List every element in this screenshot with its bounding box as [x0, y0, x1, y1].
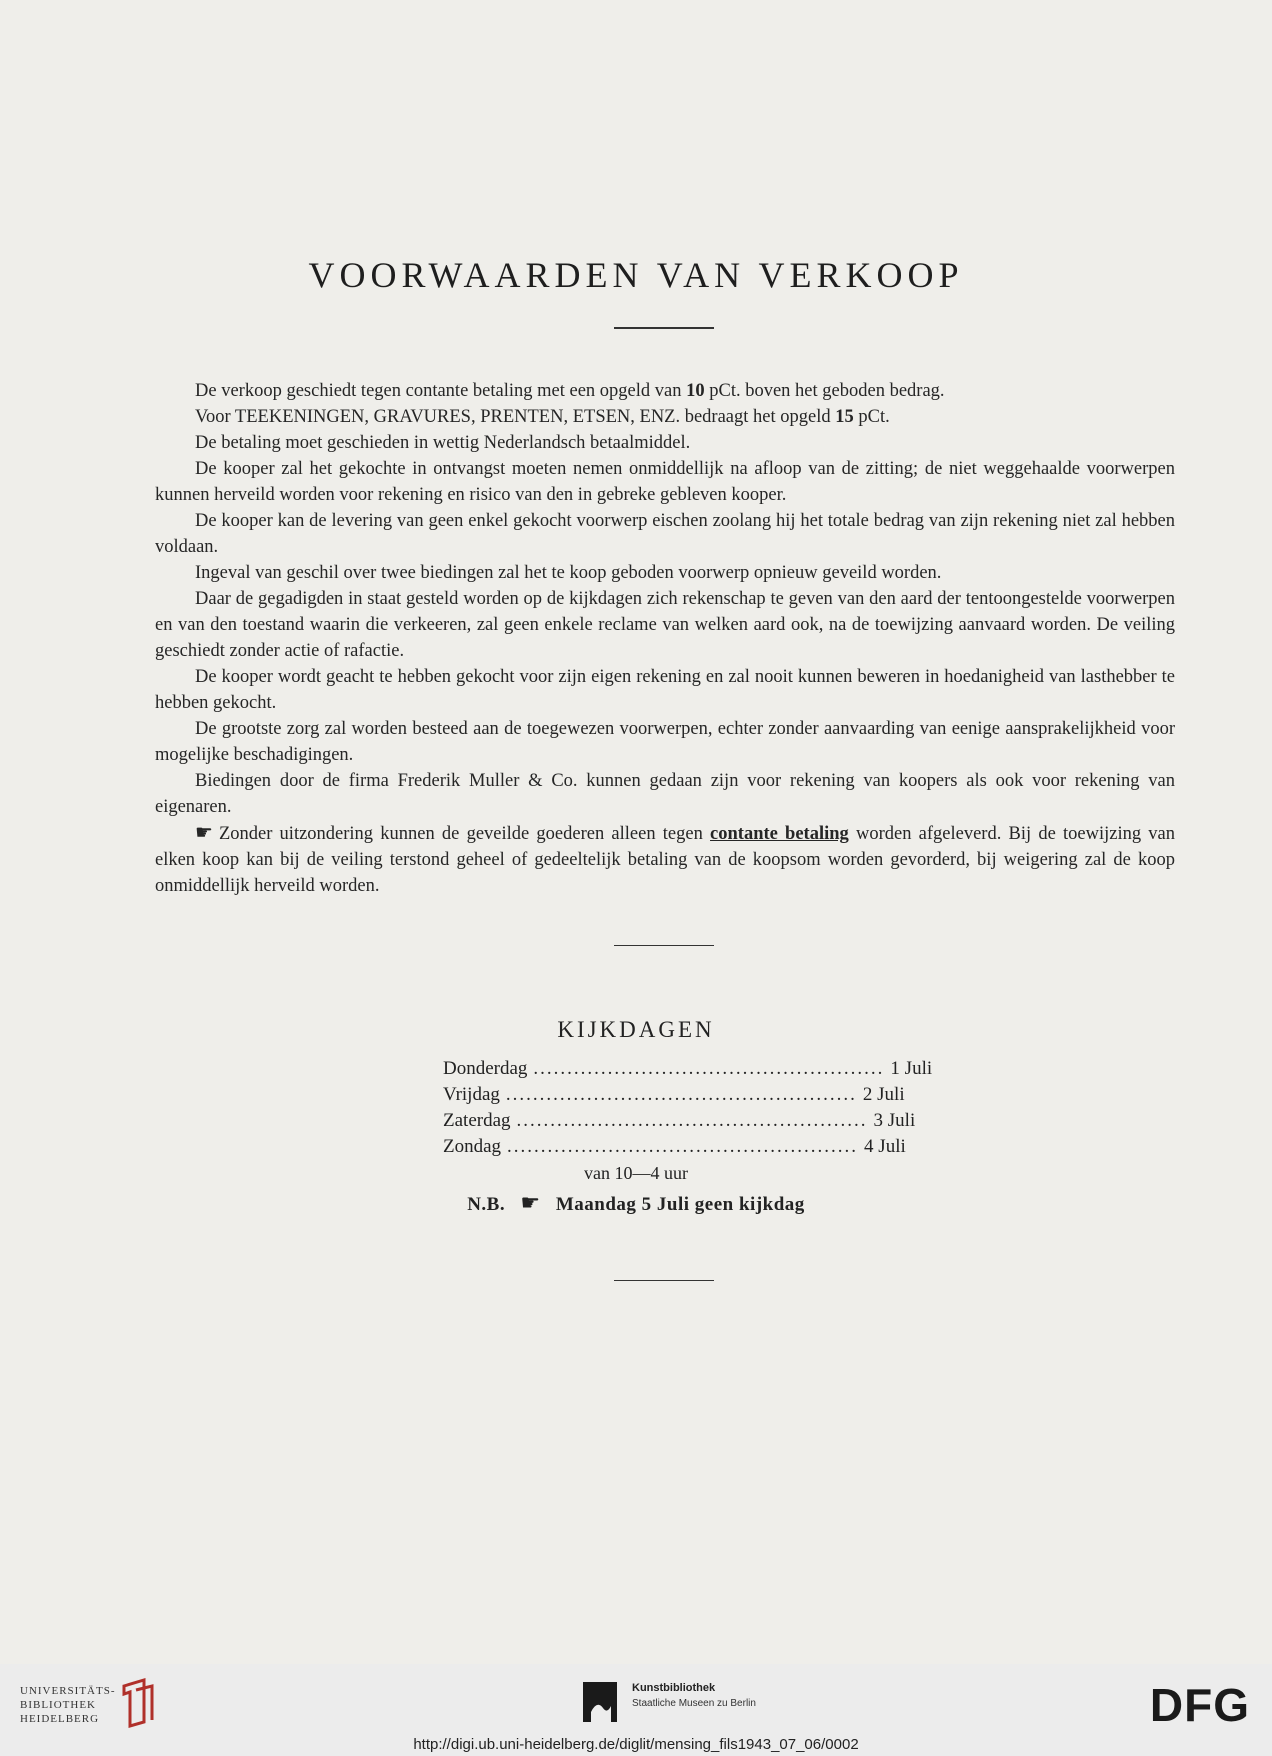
paragraph: De kooper zal het gekochte in ontvangst moeten nemen onmiddellijk na afloop van de zitting; de niet weggehaalde voorwerpen kunnen herveild worden voor rekening en risico van den in gebreke gebleven kooper.	[155, 459, 1175, 505]
viewing-hours: van 10—4 uur	[584, 1163, 688, 1183]
section-divider	[614, 945, 714, 946]
university-logo-icon	[118, 1678, 156, 1728]
kunstbibliothek-name: Kunstbibliothek	[632, 1682, 716, 1694]
list-item: Zondag .................................................... 4 Juli	[443, 1136, 906, 1157]
university-library-name: UNIVERSITÄTS- BIBLIOTHEK HEIDELBERG	[20, 1685, 116, 1725]
conditions-text	[155, 378, 1175, 899]
paragraph: Voor TEEKENINGEN, GRAVURES, PRENTEN, ETSEN, ENZ. bedraagt het opgeld 15 pCt.	[195, 407, 890, 427]
page-title: VOORWAARDEN VAN VERKOOP	[308, 255, 964, 295]
section-divider	[614, 1280, 714, 1281]
permalink-url[interactable]: http://digi.ub.uni-heidelberg.de/diglit/mensing_fils1943_07_06/0002	[413, 1736, 859, 1753]
paragraph: Biedingen door de firma Frederik Muller & Co. kunnen gedaan zijn voor rekening van koopers als ook voor rekening van eigenaren.	[155, 771, 1175, 817]
kunstbibliothek-subtitle: Staatliche Museen zu Berlin	[632, 1698, 756, 1709]
kunstbibliothek-logo-icon	[583, 1682, 617, 1722]
paragraph: De grootste zorg zal worden besteed aan de toegewezen voorwerpen, echter zonder aanvaarding van eenige aansprakelijkheid voor mogelijke beschadigingen.	[155, 719, 1175, 765]
title-divider	[614, 327, 714, 329]
list-item: Zaterdag .................................................... 3 Juli	[443, 1110, 916, 1131]
nota-bene: N.B. ☛ Maandag 5 Juli geen kijkdag	[467, 1190, 805, 1215]
pointing-hand-icon: ☛	[520, 1190, 541, 1215]
paragraph: De betaling moet geschieden in wettig Nederlandsch betaalmiddel.	[195, 433, 691, 453]
paragraph: De kooper wordt geacht te hebben gekocht voor zijn eigen rekening en zal nooit kunnen beweren in hoedanigheid van lasthebber te hebben gekocht.	[155, 667, 1175, 713]
paragraph: De verkoop geschiedt tegen contante betaling met een opgeld van 10 pCt. boven het geboden bedrag.	[195, 381, 945, 401]
kijkdagen-title: KIJKDAGEN	[557, 1017, 715, 1042]
paragraph: ☛ Zonder uitzondering kunnen de geveilde goederen alleen tegen contante betaling worden afgeleverd. Bij de toewijzing van elken koop kan bij de veiling terstond geheel of gedeeltelijk betaling van de koopsom worden gevorderd, bij weigering zal de koop onmiddellijk herveild worden.	[155, 822, 1175, 896]
viewing-days-list	[443, 1056, 933, 1160]
list-item: Vrijdag .................................................... 2 Juli	[443, 1084, 905, 1105]
paragraph: Ingeval van geschil over twee biedingen zal het te koop geboden voorwerp opnieuw geveild worden.	[195, 563, 942, 583]
paragraph: De kooper kan de levering van geen enkel gekocht voorwerp eischen zoolang hij het totale bedrag van zijn rekening niet zal hebben voldaan.	[155, 511, 1175, 557]
pointing-hand-icon: ☛	[195, 822, 213, 844]
list-item: Donderdag .................................................... 1 Juli	[443, 1058, 933, 1079]
viewer-footer	[0, 1664, 1272, 1756]
paragraph: Daar de gegadigden in staat gesteld worden op de kijkdagen zich rekenschap te geven van den aard der tentoongestelde voorwerpen en van den toestand waarin die verkeeren, zal geen enkele reclame van welken aard ook, na de toewijzing aanvaard worden. De veiling geschiedt zonder actie of rafactie.	[155, 589, 1175, 661]
dfg-logo: DFG	[1149, 1679, 1250, 1731]
